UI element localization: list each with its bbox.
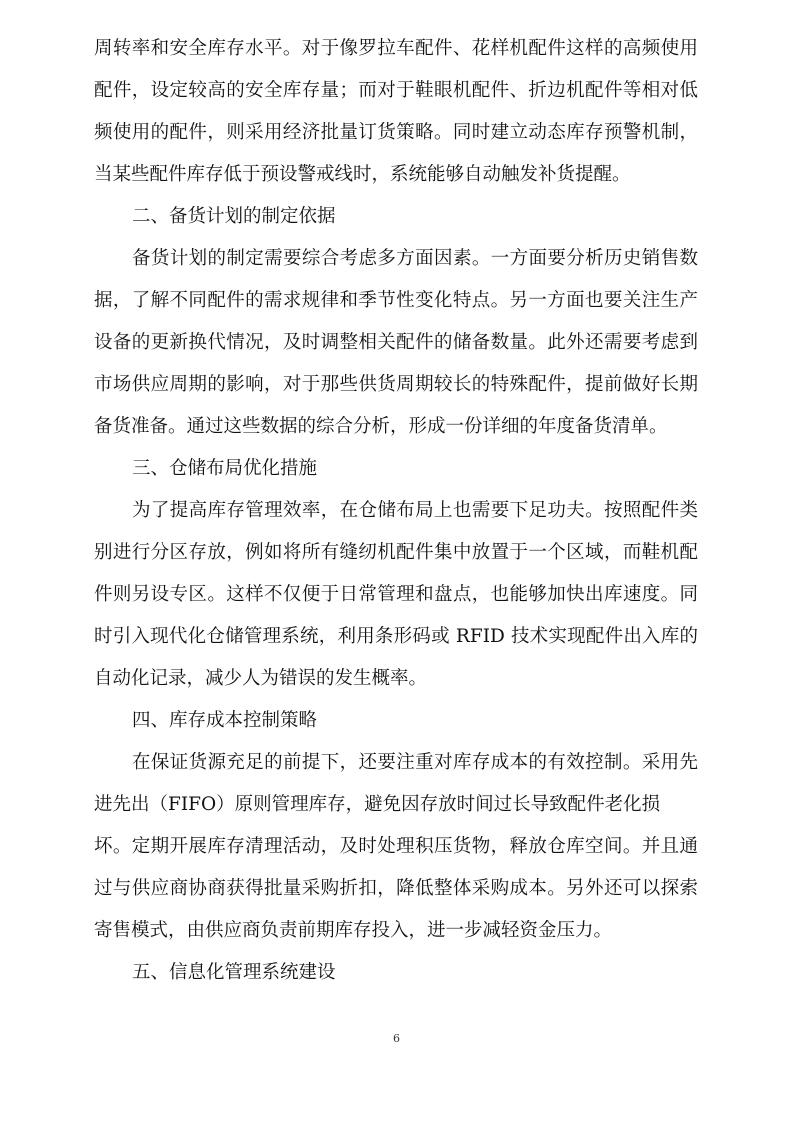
text-line: 备货准备。通过这些数据的综合分析，形成一份详细的年度备货清单。 [94, 416, 668, 437]
section-heading: 二、备货计划的制定依据 [132, 206, 336, 227]
text-line: 过与供应商协商获得批量采购折扣，降低整体采购成本。另外还可以探索 [94, 878, 698, 899]
text-line: 当某些配件库存低于预设警戒线时，系统能够自动触发补货提醒。 [94, 164, 631, 185]
section-heading: 四、库存成本控制策略 [132, 710, 318, 731]
text-line: 市场供应周期的影响，对于那些供货周期较长的特殊配件，提前做好长期 [94, 374, 698, 395]
text-line: 频使用的配件，则采用经济批量订货策略。同时建立动态库存预警机制， [94, 122, 698, 143]
text-line: 别进行分区存放，例如将所有缝纫机配件集中放置于一个区域，而鞋机配 [94, 542, 698, 563]
text-line: 设备的更新换代情况，及时调整相关配件的储备数量。此外还需要考虑到 [94, 332, 698, 353]
text-line: 时引入现代化仓储管理系统，利用条形码或 RFID 技术实现配件出入库的 [94, 626, 698, 647]
text-line: 寄售模式，由供应商负责前期库存投入，进一步减轻资金压力。 [94, 920, 613, 941]
text-line: 备货计划的制定需要综合考虑多方面因素。一方面要分析历史销售数 [132, 248, 698, 269]
text-line: 为了提高库存管理效率，在仓储布局上也需要下足功夫。按照配件类 [132, 500, 698, 521]
text-line: 件则另设专区。这样不仅便于日常管理和盘点，也能够加快出库速度。同 [94, 584, 698, 605]
section-heading: 五、信息化管理系统建设 [132, 962, 336, 983]
text-line: 坏。定期开展库存清理活动，及时处理积压货物，释放仓库空间。并且通 [94, 836, 698, 857]
section-heading: 三、仓储布局优化措施 [132, 458, 318, 479]
text-line: 自动化记录，减少人为错误的发生概率。 [94, 668, 428, 689]
text-line: 进先出（FIFO）原则管理库存，避免因存放时间过长导致配件老化损 [94, 794, 661, 815]
text-line: 据，了解不同配件的需求规律和季节性变化特点。另一方面也要关注生产 [94, 290, 698, 311]
text-line: 配件，设定较高的安全库存量；而对于鞋眼机配件、折边机配件等相对低 [94, 80, 698, 101]
text-line: 周转率和安全库存水平。对于像罗拉车配件、花样机配件这样的高频使用 [94, 38, 698, 59]
text-line: 在保证货源充足的前提下，还要注重对库存成本的有效控制。采用先 [132, 752, 698, 773]
page-number: 6 [393, 1032, 400, 1045]
